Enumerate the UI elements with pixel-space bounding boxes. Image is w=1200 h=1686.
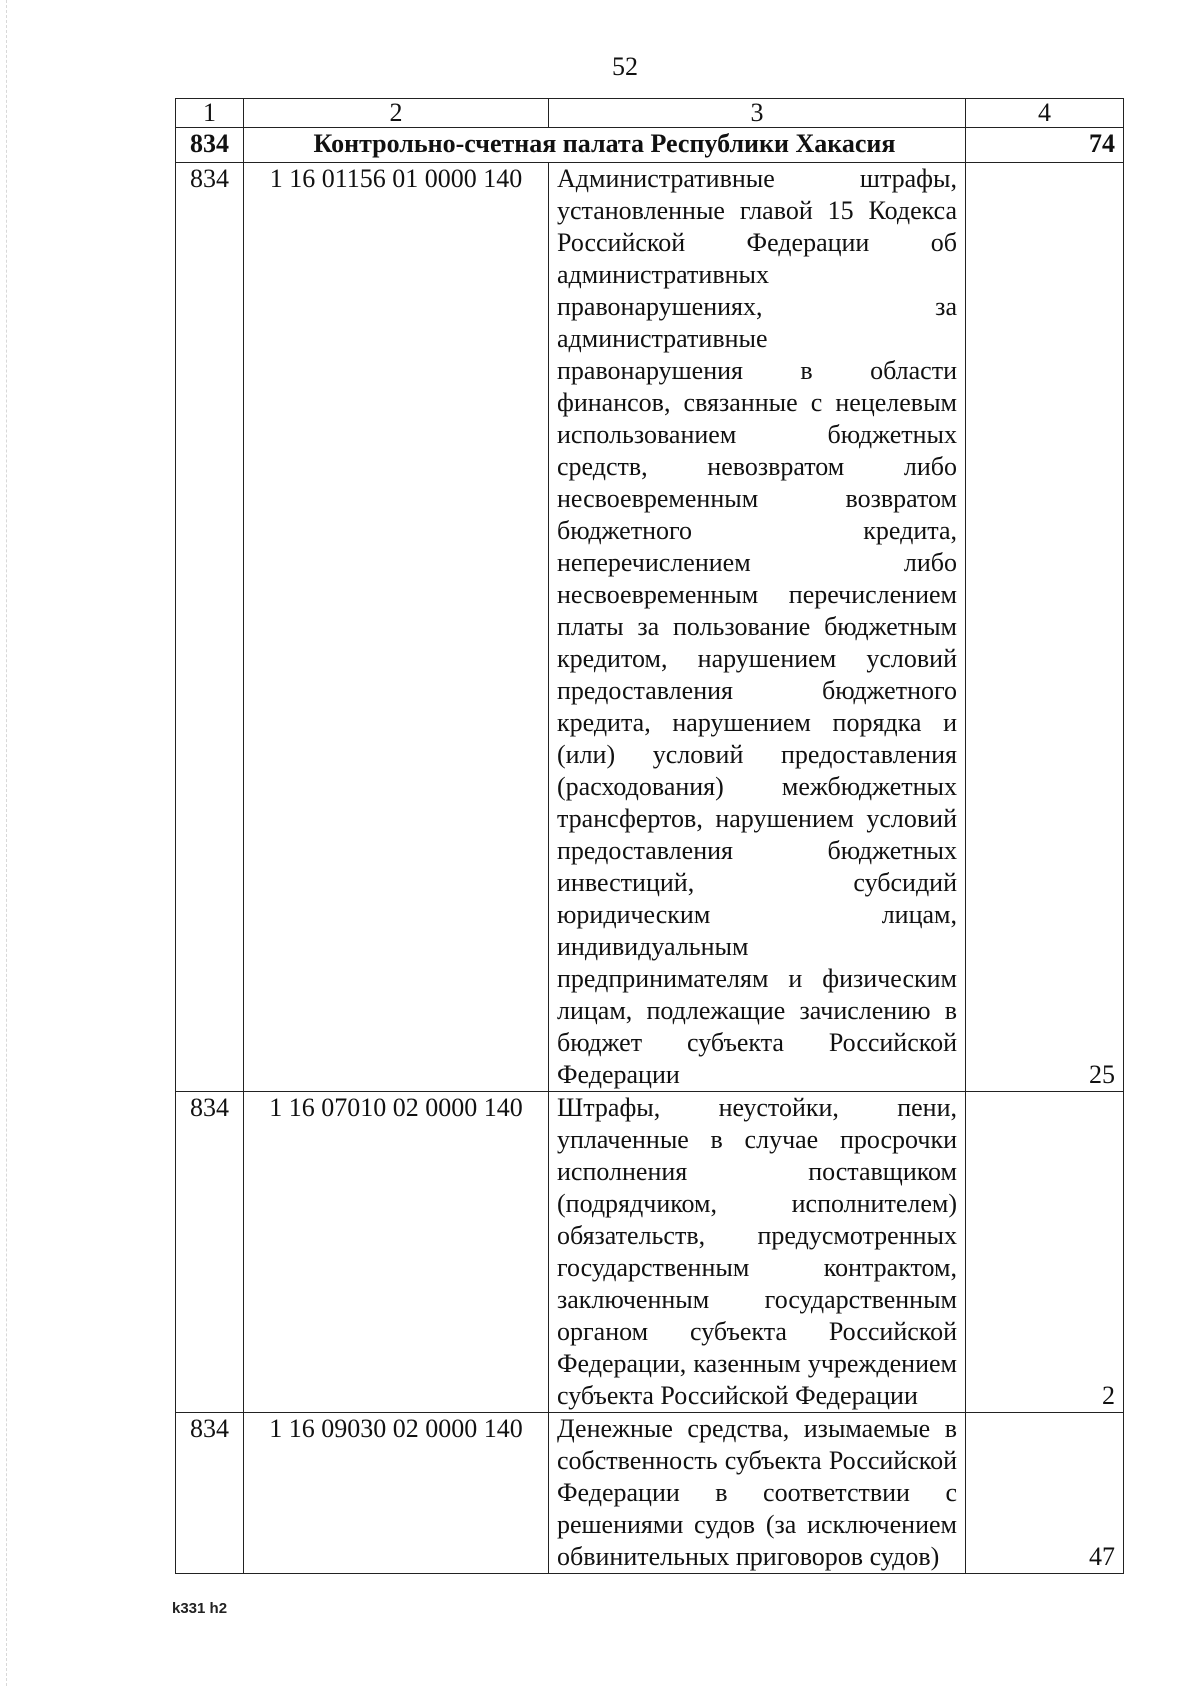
amount-cell: 2 <box>966 1092 1124 1413</box>
amount-cell: 25 <box>966 163 1124 1092</box>
admin-code-cell: 834 <box>176 1092 244 1413</box>
revenue-description-cell: Денежные средства, изымаемые в собственность субъекта Российской Федерации в соответствии с решениями судов (за исключением обвинительных приговоров судов) <box>549 1413 966 1574</box>
revenue-code-cell: 1 16 07010 02 0000 140 <box>244 1092 549 1413</box>
scan-margin-line <box>6 0 7 1686</box>
revenue-code-cell: 1 16 01156 01 0000 140 <box>244 163 549 1092</box>
admin-code-cell: 834 <box>176 163 244 1092</box>
section-code: 834 <box>176 128 244 163</box>
admin-code-cell: 834 <box>176 1413 244 1574</box>
column-number: 3 <box>549 99 966 128</box>
revenue-description-cell: Административные штрафы, установленные главой 15 Кодекса Российской Федерации об административных правонарушениях, за административные правонарушения в области финансов, связанные с нецелевым использованием бюджетных средств, невозвратом либо несвоевременным возвратом бюджетного кредита, неперечислением либо несвоевременным перечислением платы за пользование бюджетным кредитом, нарушением условий предоставления бюджетного кредита, нарушением порядка и (или) условий предоставления (расходования) межбюджетных трансфертов, нарушением условий предоставления бюджетных инвестиций, субсидий юридическим лицам, индивидуальным предпринимателям и физическим лицам, подлежащие зачислению в бюджет субъекта Российской Федерации <box>549 163 966 1092</box>
document-footer-code: k331 h2 <box>172 1600 228 1617</box>
column-number: 2 <box>244 99 549 128</box>
column-number: 1 <box>176 99 244 128</box>
table-row <box>176 163 1124 1092</box>
page-number: 52 <box>612 52 638 81</box>
section-title: Контрольно-счетная палата Республики Хакасия <box>244 128 966 163</box>
amount-cell: 47 <box>966 1413 1124 1574</box>
revenue-description-cell: Штрафы, неустойки, пени, уплаченные в случае просрочки исполнения поставщиком (подрядчиком, исполнителем) обязательств, предусмотренных государственным контрактом, заключенным государственным органом субъекта Российской Федерации, казенным учреждением субъекта Российской Федерации <box>549 1092 966 1413</box>
revenue-code-cell: 1 16 09030 02 0000 140 <box>244 1413 549 1574</box>
column-number-row <box>176 99 1124 128</box>
revenue-table <box>175 98 1124 1574</box>
table-row <box>176 1092 1124 1413</box>
column-number: 4 <box>966 99 1124 128</box>
section-sum: 74 <box>966 128 1124 163</box>
table-row <box>176 1413 1124 1574</box>
section-row <box>176 128 1124 163</box>
